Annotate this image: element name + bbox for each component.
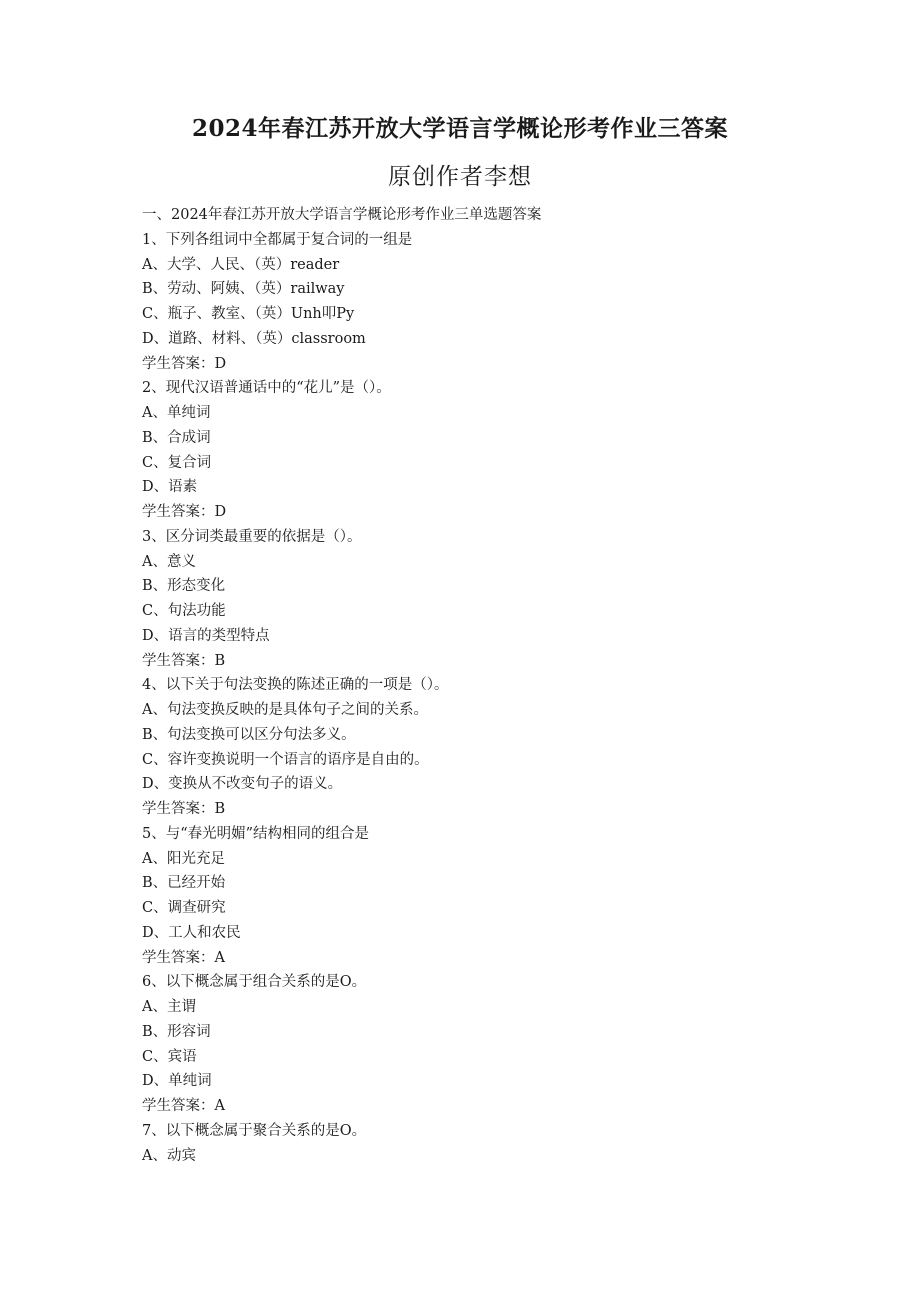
- section-heading: 一、2024年春江苏开放大学语言学概论形考作业三单选题答案: [142, 207, 542, 223]
- option-line: C、容许变换说明一个语言的语序是自由的。: [142, 751, 429, 768]
- option-line: C、瓶子、教室、（英）Unh叩Py: [142, 306, 355, 322]
- option-line: D、语言的类型特点: [142, 627, 270, 644]
- option-line: B、劳动、阿姨、（英）railway: [142, 281, 345, 298]
- option-line: C、句法功能: [142, 603, 226, 619]
- option-line: D、单纯词: [142, 1073, 212, 1090]
- option-line: D、工人和农民: [142, 924, 241, 941]
- question-2: 2、现代汉语普通话中的“花儿”是（）。: [142, 380, 391, 397]
- option-line: B、合成词: [142, 429, 211, 446]
- option-line: B、句法变换可以区分句法多义。: [142, 726, 356, 743]
- answer-line: 学生答案：D: [142, 504, 227, 520]
- option-line: A、阳光充足: [142, 850, 225, 867]
- answer-line: 学生答案：B: [142, 652, 226, 669]
- option-line: C、宾语: [142, 1048, 197, 1065]
- option-line: D、变换从不改变句子的语义。: [142, 776, 343, 793]
- option-line: B、形容词: [142, 1023, 211, 1040]
- option-line: A、单纯词: [142, 405, 211, 421]
- option-line: A、大学、人民、（英）reader: [142, 256, 340, 273]
- question-3: 3、区分词类最重要的依据是（）。: [142, 528, 362, 545]
- option-line: A、动宾: [142, 1147, 196, 1164]
- option-line: B、已经开始: [142, 875, 226, 892]
- document-subtitle: 原创作者李想: [388, 164, 532, 190]
- question-7: 7、以下概念属于聚合关系的是O。: [142, 1122, 367, 1139]
- answer-line: 学生答案：A: [142, 949, 225, 966]
- option-line: C、调查研究: [142, 900, 226, 916]
- option-line: A、意义: [142, 553, 196, 570]
- question-6: 6、以下概念属于组合关系的是O。: [142, 974, 367, 991]
- question-1: 1、下列各组词中全都属于复合词的一组是: [142, 231, 413, 248]
- document-body: [142, 203, 842, 1168]
- document-title: 2024年春江苏开放大学语言学概论形考作业三答案: [191, 115, 728, 142]
- answer-line: 学生答案：B: [142, 801, 226, 817]
- question-4: 4、以下关于句法变换的陈述正确的一项是（）。: [142, 677, 449, 694]
- answer-line: 学生答案：A: [142, 1098, 225, 1114]
- option-line: B、形态变化: [142, 578, 226, 595]
- answer-line: 学生答案：D: [142, 355, 227, 372]
- option-line: A、主谓: [142, 999, 196, 1015]
- option-line: A、句法变换反映的是具体句子之间的关系。: [142, 702, 428, 718]
- option-line: D、语素: [142, 479, 198, 496]
- option-line: D、道路、材料、（英）classroom: [142, 330, 366, 347]
- option-line: C、复合词: [142, 454, 212, 471]
- question-5: 5、与“春光明媚”结构相同的组合是: [142, 825, 370, 842]
